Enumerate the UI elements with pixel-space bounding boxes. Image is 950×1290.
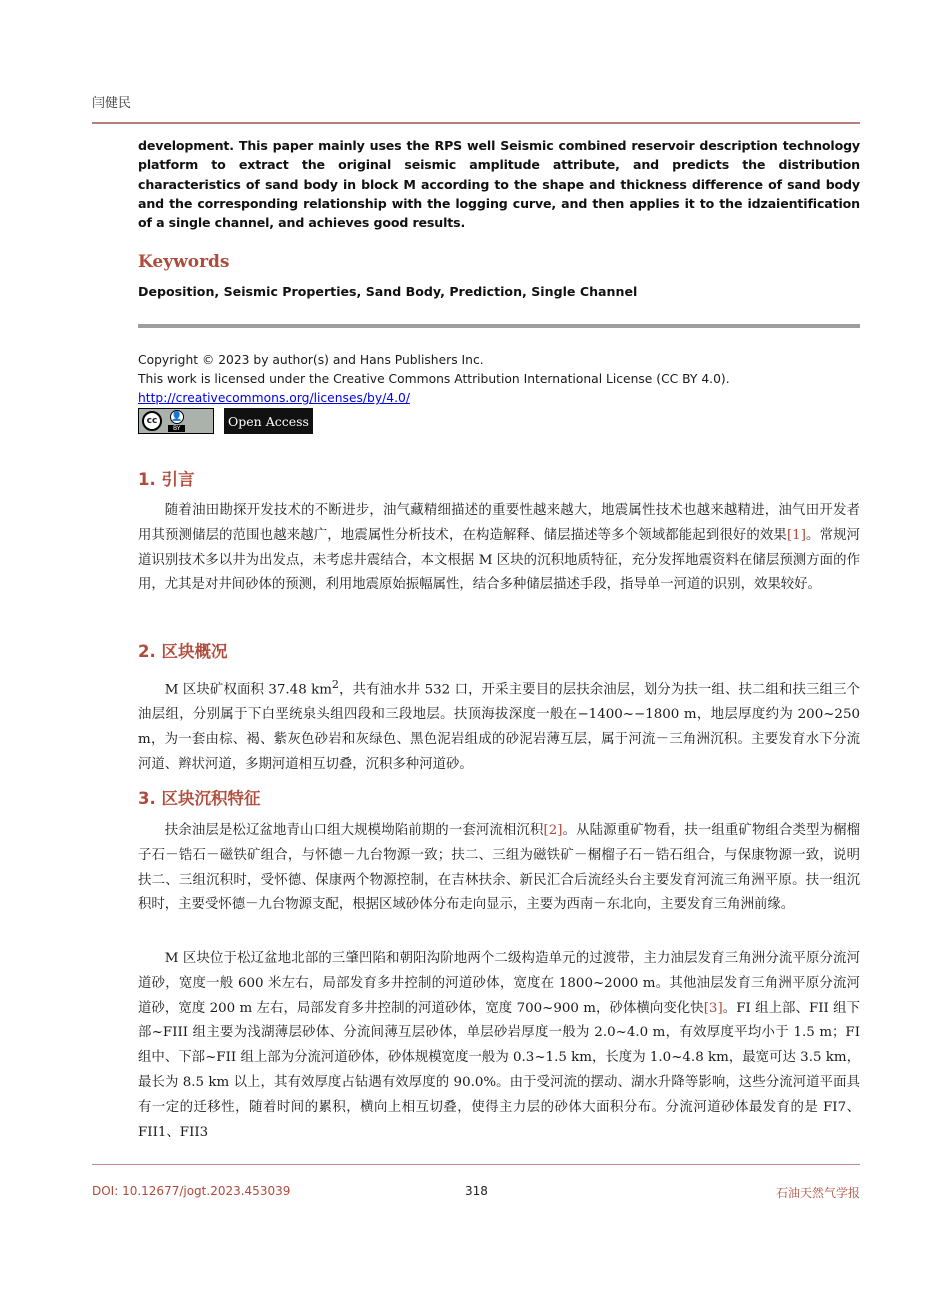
- citation-link[interactable]: [2]: [543, 823, 563, 838]
- license-line: This work is licensed under the Creative Commons Attribution International License (CC BY 4.0).: [138, 372, 730, 386]
- citation-link[interactable]: [1]: [786, 527, 806, 543]
- page-number: 318: [465, 1184, 488, 1198]
- text-run: 。常规河道识别技术多以井为出发点，未考虑井震结合，本文根据 M 区块的沉积地质特征，充分发挥地震资料在储层预测方面的作用，尤其是对井间砂体的预测，利用地震原始振幅属性，结合多种储层描述手段，指导单一河道的识别，效果较好。: [138, 527, 861, 593]
- text-run: ，共有油水井 532 口，开采主要目的层扶余油层，划分为扶一组、扶二组和扶三组三个油层组，分别属于下白垩统泉头组四段和三段地层。扶顶海拔深度一般在−1400~−1800 m，地层厚度约为 200~250 m，为一套由棕、褐、紫灰色砂岩和灰绿色、黑色泥岩组成的砂泥岩薄互层，属于河流－三角洲沉积。主要发育水下分流河道、辫状河道，多期河道相互切叠，沉积多种河道砂。: [138, 682, 860, 772]
- footer-doi[interactable]: DOI: 10.12677/jogt.2023.453039: [92, 1184, 291, 1198]
- journal-name: 石油天然气学报: [775, 1186, 860, 1200]
- section-2-paragraph: [138, 673, 860, 778]
- citation-link[interactable]: [3]: [703, 1000, 723, 1016]
- abstract-divider: [138, 324, 860, 328]
- section-3-paragraph-1: [138, 819, 860, 918]
- text-run: M 区块位于松辽盆地北部的三肇凹陷和朝阳沟阶地两个二级构造单元的过渡带，主力油层发育三角洲分流平原分流河道砂，宽度一般 600 米左右，局部发育多井控制的河道砂体，宽度在 1800~2000 m。其他油层发育三角洲平原分流河道砂，宽度 200 m 左右，局部发育多井控制的河道砂体，宽度 700~900 m，砂体横向变化快: [138, 951, 860, 1016]
- header-rule: [92, 122, 860, 124]
- keywords-heading: Keywords: [138, 252, 230, 272]
- cc-by-badge[interactable]: [138, 408, 214, 434]
- copyright-line: Copyright © 2023 by author(s) and Hans Publishers Inc.: [138, 353, 484, 367]
- text-run: 。从陆源重矿物看，扶一组重矿物组合类型为榍榴子石－锆石－磁铁矿组合，与怀德－九台物源一致；扶二、三组为磁铁矿－榍榴子石－锆石组合，与保康物源一致，说明扶二、三组沉积时，受怀德、保康两个物源控制，在吉林扶余、新民汇合后流经头台主要发育河流三角洲平原。扶一组沉积时，主要受怀德－九台物源支配，根据区域砂体分布走向显示，主要为西南－东北向，主要发育三角洲前缘。: [138, 823, 861, 913]
- section-1-heading: 1. 引言: [138, 470, 195, 489]
- keywords-list: Deposition, Seismic Properties, Sand Body, Prediction, Single Channel: [138, 284, 638, 299]
- section-3-heading: 3. 区块沉积特征: [138, 789, 261, 808]
- section-3-paragraph-2: [138, 947, 860, 1145]
- superscript: 2: [331, 678, 340, 691]
- copyright-block: [138, 351, 730, 408]
- section-1-paragraph: [138, 499, 860, 598]
- by-label: BY: [168, 425, 185, 432]
- person-icon: 👤: [171, 412, 183, 422]
- cc-icon: cc: [142, 411, 162, 431]
- english-abstract: development. This paper mainly uses the RPS well Seismic combined reservoir description technology platform to extract the original seismic amplitude attribute, and predicts the distribution characteristics of sand body in block M according to the shape and thickness difference of sand body and the corresponding relationship with the logging curve, and then applies it to the idzaientification of a single channel, and achieves good results.: [138, 138, 860, 231]
- footer-rule: [92, 1164, 860, 1165]
- text-run: M 区块矿权面积 37.48 km: [164, 682, 332, 698]
- open-access-badge[interactable]: Open Access: [224, 408, 313, 434]
- by-block: [168, 410, 185, 432]
- text-run: 。FI 组上部、FII 组下部~FIII 组主要为浅湖薄层砂体、分流间薄互层砂体，单层砂岩厚度一般为 2.0~4.0 m，有效厚度平均小于 1.5 m；FI 组中、下部~FII 组上部为分流河道砂体，砂体规模宽度一般为 0.3~1.5 km，长度为 1.0~4.8 km，最宽可达 3.5 km，最长为 8.5 km 以上，其有效厚度占钻遇有效厚度的 90.0%。由于受河流的摆动、湖水升降等影响，这些分流河道平面具有一定的迁移性，随着时间的累积，横向上相互切叠，使得主力层的砂体大面积分布。分流河道砂体最发育的是 FI7、FII1、FII3: [138, 1000, 860, 1140]
- text-run: 扶余油层是松辽盆地青山口组大规模坳陷前期的一套河流相沉积: [164, 823, 544, 838]
- section-2-heading: 2. 区块概况: [138, 642, 228, 661]
- running-head-author: 闫健民: [92, 96, 132, 111]
- license-link[interactable]: http://creativecommons.org/licenses/by/4.0/: [138, 391, 410, 405]
- text-run: 随着油田勘探开发技术的不断进步，油气藏精细描述的重要性越来越大，地震属性技术也越来越精进，油气田开发者用其预测储层的范围也越来越广，地震属性分析技术，在构造解释、储层描述等多个领域都能起到很好的效果: [138, 503, 860, 543]
